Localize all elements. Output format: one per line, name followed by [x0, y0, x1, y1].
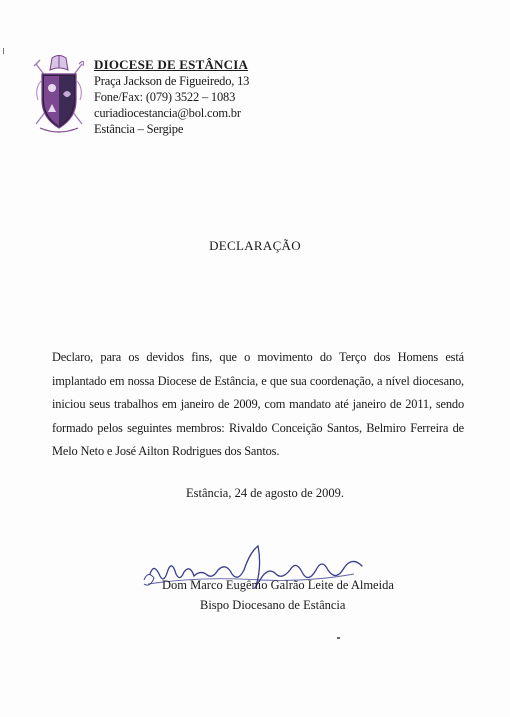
signatory-name: Dom Marco Eugênio Galrão Leite de Almeida: [162, 578, 394, 592]
margin-mark: [3, 48, 4, 54]
diocese-coat-of-arms-icon: [30, 54, 88, 136]
signatory-title: Bispo Diocesano de Estância: [200, 598, 346, 612]
date-line: Estância, 24 de agosto de 2009.: [186, 486, 344, 500]
document-title: DECLARAÇÃO: [209, 238, 301, 253]
email-line: curiadiocestancia@bol.com.br: [94, 106, 241, 120]
declaration-body: Declaro, para os devidos fins, que o movimento do Terço dos Homens está implantado em nossa Diocese de Estância, e que sua coordenação, a nível diocesano, iniciou seus trabalhos em janeiro de 2009, com mandato até janeiro de 2011, sendo formado pelos seguintes membros: Rivaldo Conceição Santos, Belmiro Ferreira de Melo Neto e José Ailton Rodrigues dos Santos.: [52, 350, 464, 458]
phone-line: Fone/Fax: (079) 3522 – 1083: [94, 90, 236, 104]
organization-name: DIOCESE DE ESTÂNCIA: [94, 57, 249, 72]
city-line: Estância – Sergipe: [94, 122, 184, 136]
letterhead: [94, 57, 249, 137]
scan-speck: [337, 637, 340, 639]
address-line: Praça Jackson de Figueiredo, 13: [94, 74, 250, 88]
